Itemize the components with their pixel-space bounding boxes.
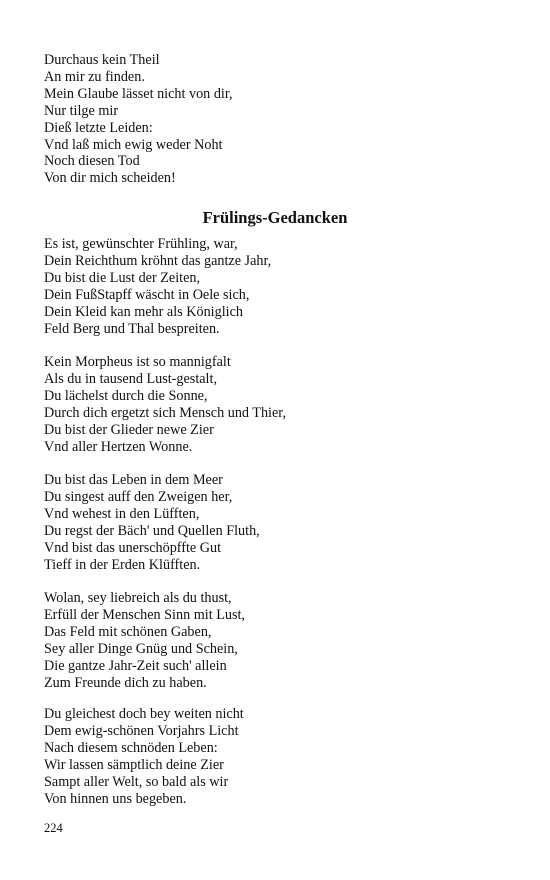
verse-line: Dein Reichthum kröhnt das gantze Jahr, [44,252,272,269]
verse-line: Sey aller Dinge Gnüg und Schein, [44,640,238,657]
verse-line: Es ist, gewünschter Frühling, war, [44,236,238,252]
verse-line: Vnd wehest in den Lüfften, [44,505,200,522]
verse-line: Du gleichest doch bey weiten nicht [44,706,244,722]
poem-stanza-5 [44,706,514,807]
verse-line: Nur tilge mir [44,102,119,119]
verse-line: Mein Glaube lässet nicht von dir, [44,85,233,102]
intro-verse [44,52,514,187]
verse-line: Du regst der Bäch' und Quellen Fluth, [44,522,260,539]
verse-line: Durchaus kein Theil [44,52,160,68]
verse-line: Dein FußStapff wäscht in Oele sich, [44,286,250,303]
verse-line: Tieff in der Erden Klüfften. [44,556,201,573]
verse-line: Du lächelst durch die Sonne, [44,387,208,404]
verse-line: An mir zu finden. [44,68,145,85]
verse-line: Die gantze Jahr-Zeit such' allein [44,657,227,674]
verse-line: Vnd laß mich ewig weder Noht [44,136,223,153]
poem-stanza-2 [44,354,514,455]
verse-line: Vnd aller Hertzen Wonne. [44,438,193,455]
verse-line: Wir lassen sämptlich deine Zier [44,756,224,773]
verse-line: Kein Morpheus ist so mannigfalt [44,354,231,370]
verse-line: Vnd bist das unerschöpffte Gut [44,539,222,556]
verse-line: Als du in tausend Lust-gestalt, [44,370,217,387]
verse-line: Das Feld mit schönen Gaben, [44,623,212,640]
verse-line: Von dir mich scheiden! [44,170,176,187]
verse-line: Zum Freunde dich zu haben. [44,674,207,691]
verse-line: Von hinnen uns begeben. [44,790,187,807]
verse-line: Nach diesem schnöden Leben: [44,739,218,756]
verse-line: Du bist die Lust der Zeiten, [44,269,201,286]
verse-line: Du bist das Leben in dem Meer [44,472,223,488]
verse-line: Erfüll der Menschen Sinn mit Lust, [44,606,245,623]
verse-line: Sampt aller Welt, so bald als wir [44,773,229,790]
page-number: 224 [44,821,63,835]
verse-line: Du singest auff den Zweigen her, [44,488,233,505]
verse-line: Dieß letzte Leiden: [44,119,153,136]
poem-stanza-1 [44,236,514,337]
verse-line: Dein Kleid kan mehr als Königlich [44,303,243,320]
poem-stanza-4 [44,590,514,691]
poem-title: Frülings-Gedancken [202,208,348,227]
verse-line: Wolan, sey liebreich als du thust, [44,590,232,606]
verse-line: Feld Berg und Thal bespreiten. [44,320,220,337]
verse-line: Du bist der Glieder newe Zier [44,421,214,438]
poem-stanza-3 [44,472,514,573]
verse-line: Noch diesen Tod [44,153,140,170]
verse-line: Dem ewig-schönen Vorjahrs Licht [44,722,239,739]
verse-line: Durch dich ergetzt sich Mensch und Thier, [44,404,286,421]
